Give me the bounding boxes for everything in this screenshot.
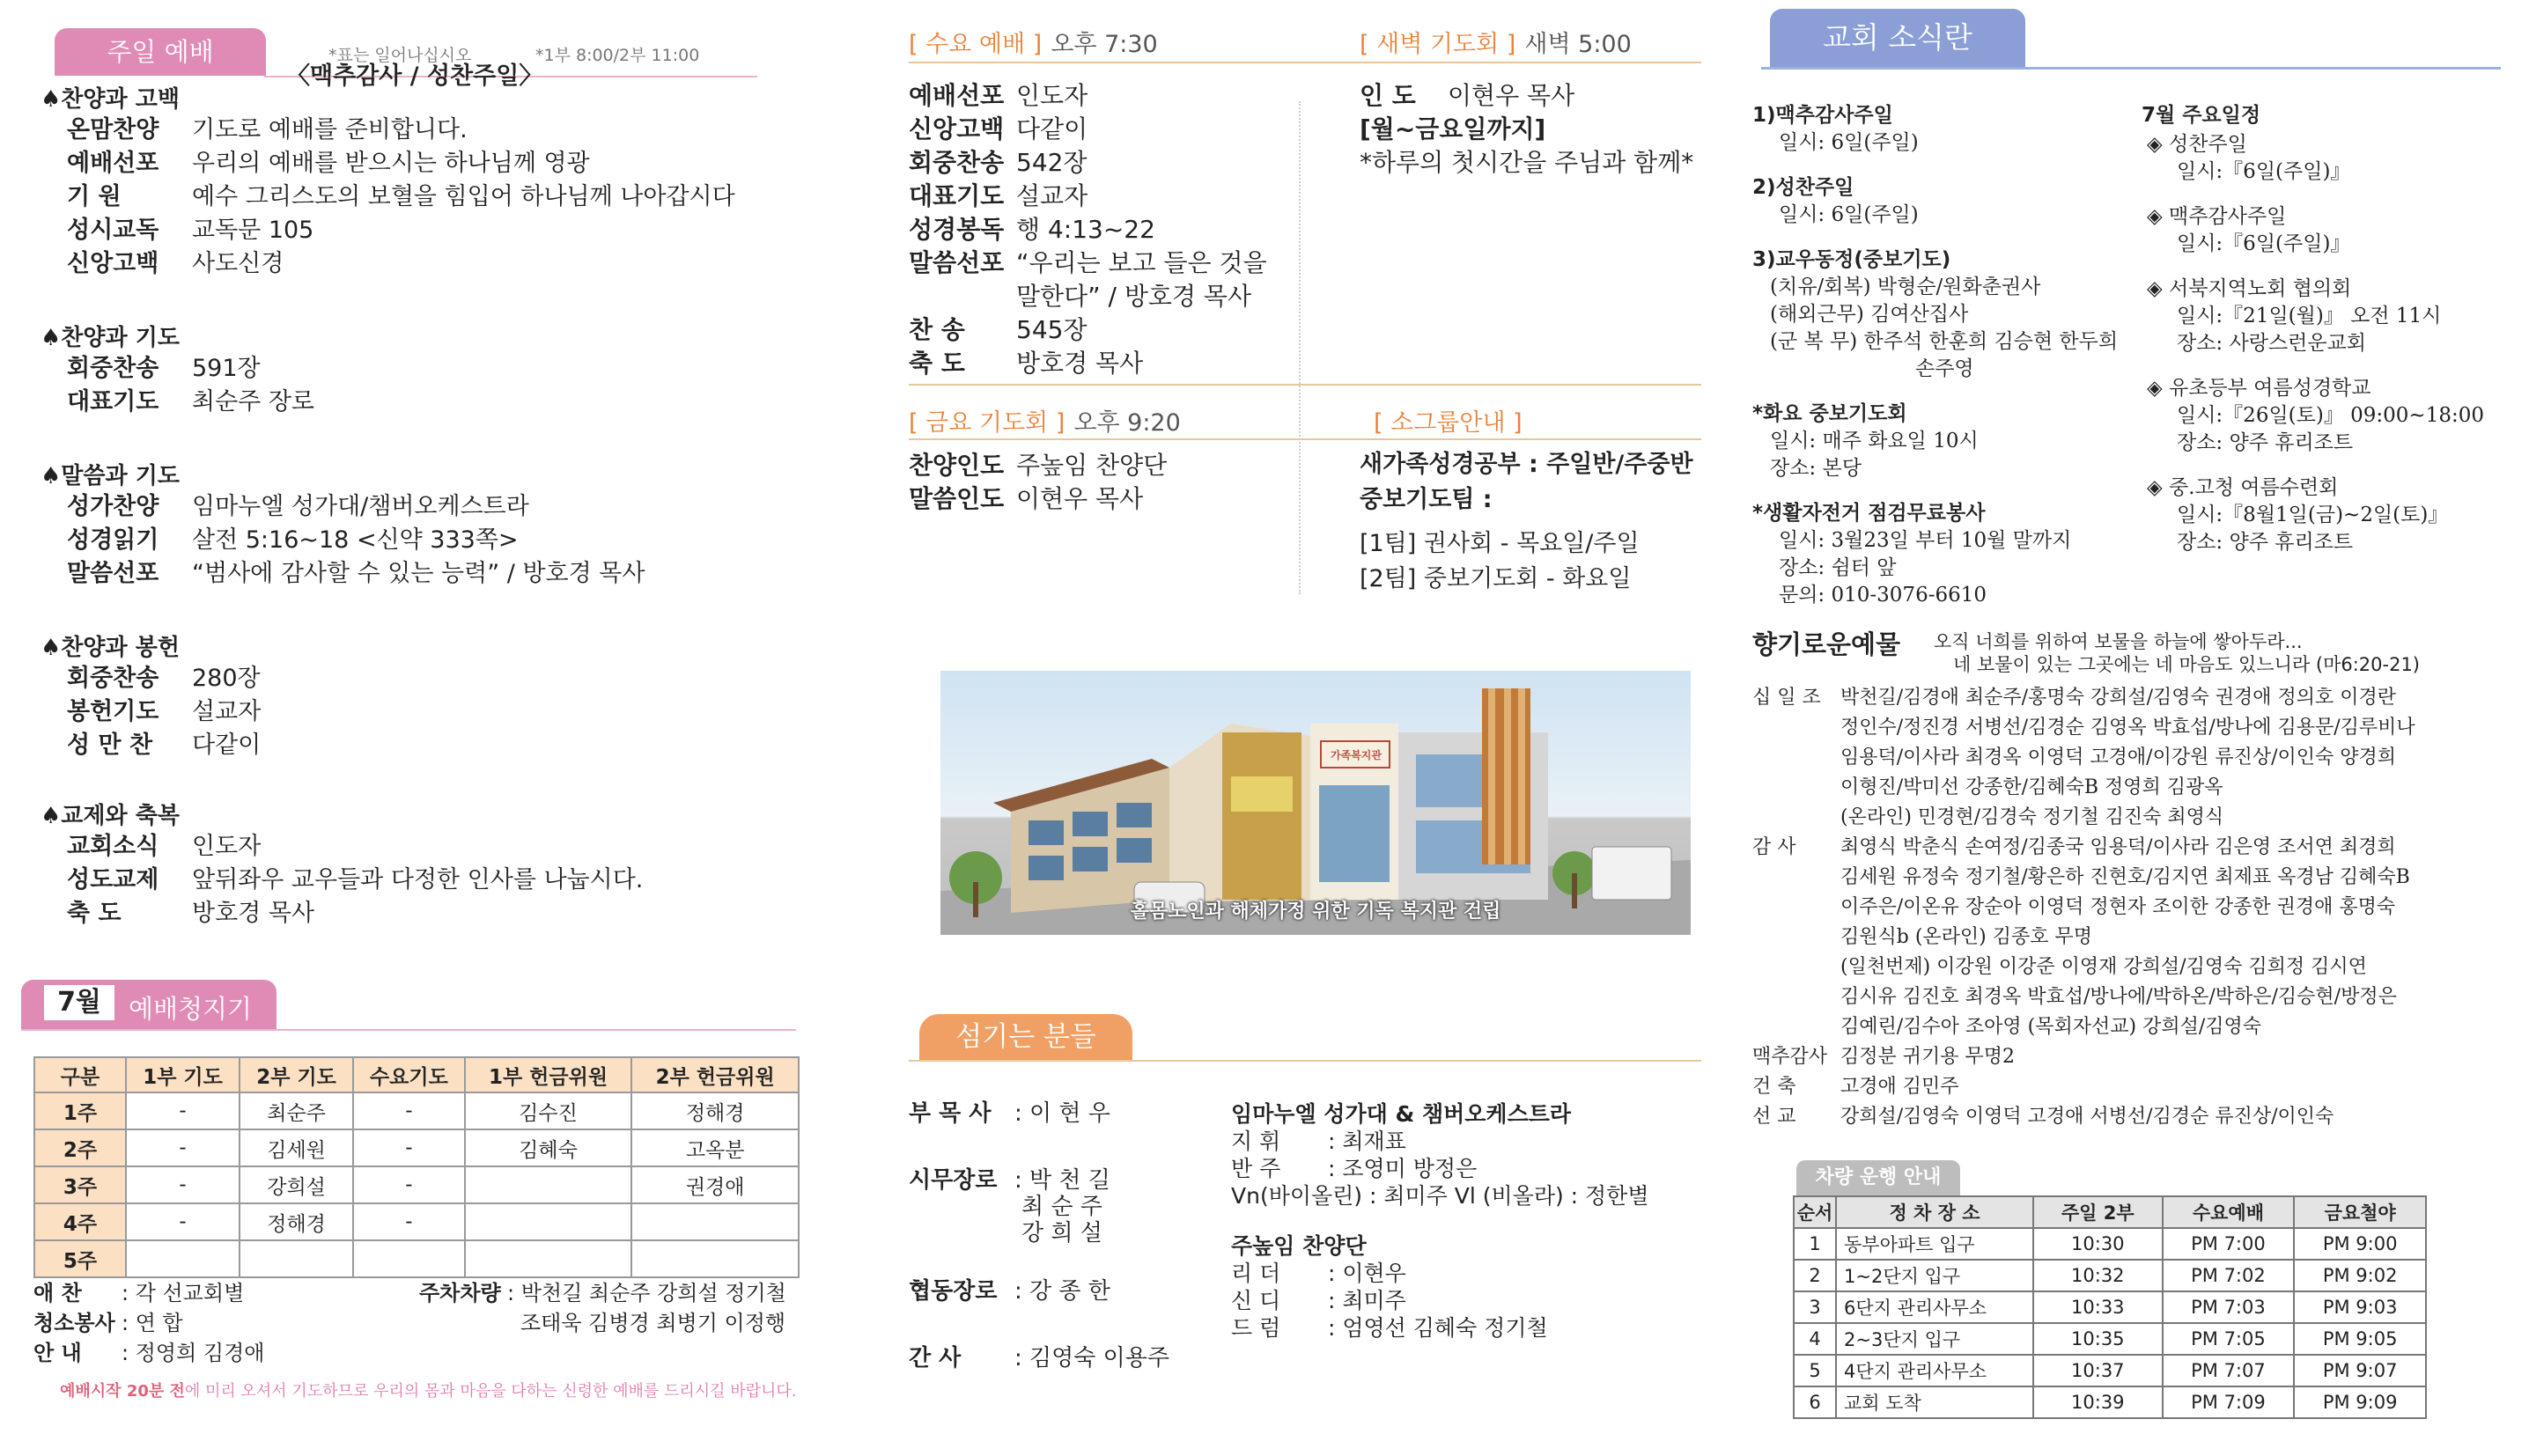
extra-row: 청소봉사 : 연 합: [33, 1311, 183, 1335]
offering-line: 이주은/이온유 장순아 이영덕 정현자 조이한 강종한 권경애 홍명숙: [1840, 896, 2396, 918]
building-caption: 홀몸노인과 해체가정 위한 기독 복지관 건립: [1130, 901, 1501, 923]
table-row: 3 6단지 관리사무소 10:33 PM 7:03 PM 9:03: [1794, 1291, 2426, 1323]
order-row: 대표기도 설교자: [909, 181, 1088, 210]
parking-line: : 박천길 최순주 강희설 정기철: [507, 1281, 786, 1305]
order-row: 말한다” / 방호경 목사: [1016, 282, 1252, 311]
table-row: 4주 - 정해경 -: [34, 1203, 799, 1240]
servant-row: 협동장로 : 강 종 한: [909, 1278, 1110, 1305]
july-title: 7월 주요일정: [2142, 104, 2261, 127]
news-tab: 교회 소식란: [1770, 9, 2025, 67]
news-item: 3)교우동정(중보기도) (치유/회복) 박형순/원화춘권사 (해외근무) 김여산집사 (군 복 무) 한주석 한훈희 김승현 한두희 손주영: [1752, 248, 2119, 380]
july-item: ◈ 성찬주일 일시:『6일(주일)』: [2147, 133, 2351, 183]
dawn-label: [ 새벽 기도회 ] 새벽 5:00: [1360, 31, 1632, 58]
table-header-row: 구분 1부 기도 2부 기도 수요기도 1부 헌금위원 2부 헌금위원: [34, 1057, 799, 1092]
offering-line: 감 사 최영식 박춘식 손여정/김종국 임용덕/이사라 김은영 조서연 최경희: [1752, 836, 2396, 858]
parking: [419, 1278, 786, 1338]
offering-line: 김예린/김수아 조아영 (목회자선교) 강희설/김영숙: [1840, 1016, 2262, 1038]
servant-row: 부 목 사 : 이 현 우: [909, 1100, 1110, 1127]
section-head: ♠찬양과 기도: [41, 325, 180, 351]
servants-tab: 섬기는 분들: [919, 1014, 1132, 1060]
july-schedule: [2142, 102, 2503, 556]
duty-extra: [33, 1278, 264, 1368]
offering-line: 김시유 김진호 최경옥 박효섭/방나에/박하온/박하은/김승현/방정은: [1840, 986, 2397, 1008]
choir-title: 임마누엘 성가대 & 챔버오케스트라: [1231, 1101, 1572, 1127]
servants-rule: [909, 1060, 1701, 1062]
band-title: 주높임 찬양단: [1231, 1233, 1367, 1259]
servant-row: 최 순 주: [1021, 1194, 1102, 1220]
offering-line: 임용덕/이사라 최경옥 이영덕 고경애/이강원 류진상/이인숙 양경희: [1840, 746, 2397, 768]
offering-line: (일천번제) 이강원 이강준 이영재 강희설/김영숙 김희정 김시연: [1840, 956, 2367, 978]
section: [41, 458, 815, 591]
order-row: 성시교독 교독문 105: [67, 217, 314, 244]
order-row: 신앙고백 사도신경: [67, 250, 284, 277]
parking-label: 주차차량: [419, 1281, 501, 1305]
servant-row: 간 사 : 김영숙 이용주: [909, 1345, 1169, 1371]
choir-row: 반 주 : 조영미 방정은: [1231, 1156, 1478, 1181]
order-row: 예배선포 인도자: [909, 81, 1088, 110]
duty-rule: [21, 1029, 796, 1031]
sunday-subtitle: 〈맥추감사 / 성찬주일〉: [286, 63, 543, 90]
order-row: 성가찬양 임마누엘 성가대/챔버오케스트라: [67, 493, 529, 520]
table-row: 1주 - 최순주 - 김수진 정해경: [34, 1092, 799, 1129]
car-table: [1793, 1195, 2427, 1419]
order-row: 예배선포 우리의 예배를 받으시는 하나님께 영광: [67, 150, 590, 177]
servant-row: 시무장로 : 박 천 길: [909, 1167, 1110, 1194]
offering-line: 건 축 고경애 김민주: [1752, 1076, 1959, 1098]
order-row: 말씀선포 “범사에 감사할 수 있는 능력” / 방호경 목사: [67, 560, 645, 587]
building-image: [940, 671, 1691, 935]
building-sign: 가족복지관: [1331, 749, 1382, 761]
order-row: 찬 송 545장: [909, 315, 1088, 344]
table-row: 2 1~2단지 입구 10:32 PM 7:02 PM 9:02: [1794, 1260, 2426, 1291]
order-row: 성도교제 앞뒤좌우 교우들과 다정한 인사를 나눕시다.: [67, 866, 644, 893]
offering-line: 김세원 유정숙 정기철/황은하 진현호/김지연 최제표 옥경남 김혜숙B: [1840, 866, 2410, 888]
section-head: ♠찬양과 봉헌: [41, 635, 180, 661]
news-list: [1752, 102, 2140, 609]
offering-line: 김원식b (온라인) 김종호 무명: [1840, 926, 2093, 948]
section-head: ♠교제와 축복: [41, 803, 180, 829]
car-tab: 차량 운행 안내: [1796, 1160, 1960, 1195]
mid-top-rule: [909, 62, 1701, 63]
order-row: 말씀선포 “우리는 보고 들은 것을: [909, 248, 1267, 277]
wednesday-label: [ 수요 예배 ]: [909, 31, 1043, 58]
july-item: ◈ 유초등부 여름성경학교 일시:『26일(토)』 09:00~18:00 장소: 양주 휴리조트: [2147, 377, 2484, 454]
order-row: 축 도 방호경 목사: [67, 900, 314, 927]
servants-left: [909, 1100, 1169, 1371]
news-rule: [1761, 67, 2501, 70]
smallgroup-line: [1팀] 권사회 - 목요일/주일: [1360, 530, 1640, 557]
offering-list: [1752, 683, 2510, 1132]
order-row: 성경읽기 살전 5:16~18 <신약 333쪽>: [67, 526, 519, 554]
section: [41, 798, 815, 930]
friday-label: [ 금요 기도회 ] 오후 9:20: [909, 409, 1181, 437]
table-row: 2주 - 김세원 - 김혜숙 고옥분: [34, 1129, 799, 1166]
table-header-row: 순서 정 차 장 소 주일 2부 수요예배 금요철야: [1794, 1196, 2426, 1228]
order-row: 축 도 방호경 목사: [909, 349, 1144, 378]
table-row: 1 동부아파트 입구 10:30 PM 7:00 PM 9:00: [1794, 1228, 2426, 1260]
dawn-block: [1360, 79, 1693, 180]
order-row: 회중찬송 591장: [67, 355, 261, 382]
offering-verse: 오직 너희를 위하여 보물을 하늘에 쌓아두라... 네 보물이 있는 그곳에는 네 마음도 있느니라 (마6:20-21): [1934, 631, 2421, 675]
order-row: 성경봉독 행 4:13~22: [909, 215, 1155, 244]
table-row: 4 2~3단지 입구 10:35 PM 7:05 PM 9:05: [1794, 1323, 2426, 1355]
section: [41, 629, 815, 762]
news-item: *화요 중보기도회 일시: 매주 화요일 10시 장소: 본당: [1752, 402, 1979, 480]
section-head: ♠찬양과 고백: [41, 86, 180, 113]
offering-title: 향기로운예물: [1752, 629, 1901, 659]
order-row: 회중찬송 280장: [67, 665, 261, 692]
dawn-leader: 인 도 이현우 목사: [1360, 81, 1575, 110]
table-row: 6 교회 도착 10:39 PM 7:09 PM 9:09: [1794, 1386, 2426, 1418]
wednesday-order: [909, 79, 1323, 380]
mid-rule-3: [909, 438, 1701, 440]
order-row: 신앙고백 다같이: [909, 114, 1088, 143]
order-row: 교회소식 인도자: [67, 833, 262, 860]
news-item: *생활자전거 점검무료봉사 일시: 3월23일 부터 10월 말까지 장소: 쉼터 앞 문의: 010-3076-6610: [1752, 502, 2072, 607]
col-divider: [1299, 101, 1301, 594]
extra-row: 안 내 : 정영희 김경애: [33, 1341, 265, 1365]
friday-order: [909, 449, 1167, 516]
footnote: 예배시작 20분 전에 미리 오셔서 기도하므로 우리의 몸과 마음을 다하는 신령한 예배를 드리시길 바랍니다.: [60, 1382, 797, 1401]
offering-line: 정인수/정진경 서병선/김경순 김영옥 박효섭/방나에 김용문/김루비나: [1840, 717, 2415, 739]
news-item: 2)성찬주일 일시: 6일(주일): [1752, 176, 1919, 226]
parking-line: 조태욱 김병경 최병기 이정행: [520, 1311, 786, 1335]
section: [41, 320, 815, 419]
smallgroup-line: [2팀] 중보기도회 - 화요일: [1360, 565, 1632, 592]
choir-row: 지 휘 : 최재표: [1231, 1129, 1406, 1154]
dawn-motto: *하루의 첫시간을 주님과 함께*: [1360, 148, 1694, 177]
strings-row: Vn(바이올린) : 최미주 Vl (비올라) : 정한별: [1231, 1183, 1649, 1209]
duty-title: 예배청지기: [129, 994, 253, 1024]
table-row: 5주: [34, 1240, 799, 1277]
dawn-days: [월~금요일까지]: [1360, 114, 1546, 143]
duty-month: 7월: [44, 985, 114, 1020]
servant-row: 강 희 설: [1021, 1220, 1102, 1246]
offering-line: (온라인) 민경현/김경숙 정기철 김진숙 최영식: [1840, 806, 2224, 828]
mid-rule-2: [909, 384, 1701, 386]
offering-line: 이형진/박미선 강종한/김혜숙B 정영희 김광옥: [1840, 776, 2223, 798]
smallgroup-line: 새가족성경공부 : 주일반/주중반: [1360, 451, 1693, 478]
order-row: 기 원 예수 그리스도의 보혈을 힘입어 하나님께 나아갑시다: [67, 183, 735, 210]
order-row: 말씀인도 이현우 목사: [909, 484, 1144, 513]
building-drawing: [940, 671, 1691, 935]
service-time-note: *1부 8:00/2부 11:00: [535, 46, 700, 65]
band-row: 신 디 : 최미주: [1231, 1288, 1406, 1313]
sunday-order: [41, 81, 815, 930]
smallgroup-label: [ 소그룹안내 ]: [1374, 409, 1523, 437]
order-row: 봉헌기도 설교자: [67, 698, 262, 725]
order-row: 회중찬송 542장: [909, 148, 1088, 177]
extra-row: 애 찬 : 각 선교회별: [33, 1281, 245, 1305]
order-row: 성 만 찬 다같이: [67, 732, 262, 759]
table-row: 3주 - 강희설 - 권경애: [34, 1166, 799, 1203]
order-row: 찬양인도 주높임 찬양단: [909, 451, 1168, 480]
july-item: ◈ 중.고청 여름수련회 일시:『8월1일(금)~2일(토)』 장소: 양주 휴리조트: [2147, 476, 2449, 554]
offering-line: 십 일 조 박천길/김경애 최순주/홍명숙 강희설/김영숙 권경애 정의호 이경란: [1752, 687, 2397, 709]
duty-table: [33, 1056, 800, 1278]
order-row: 대표기도 최순주 장로: [67, 388, 314, 415]
order-row: 온맘찬양 기도로 예배를 준비합니다.: [67, 116, 468, 143]
smallgroup-block: [1360, 447, 1693, 597]
sunday-worship-tab: 주일 예배: [55, 28, 266, 76]
july-item: ◈ 맥추감사주일 일시:『6일(주일)』: [2147, 205, 2351, 255]
news-item: 1)맥추감사주일 일시: 6일(주일): [1752, 104, 1919, 154]
wednesday-block: [909, 25, 1158, 59]
section-head: ♠말씀과 기도: [41, 463, 180, 489]
smallgroup-line: 중보기도팀 :: [1360, 486, 1493, 513]
july-item: ◈ 서북지역노회 협의회 일시:『21일(월)』 오전 11시 장소: 사랑스런운교회: [2147, 277, 2442, 355]
standing-note: *표는 일어나십시오: [328, 46, 472, 65]
section: [41, 81, 815, 281]
offering-line: 맥추감사 김정분 귀기용 무명2: [1752, 1046, 2015, 1068]
band-row: 리 더 : 이현우: [1231, 1261, 1406, 1286]
offering-line: 선 교 강희설/김영숙 이영덕 고경애 서병선/김경순 류진상/이인숙: [1752, 1106, 2334, 1128]
band-row: 드 럼 : 엄영선 김혜숙 정기철: [1231, 1315, 1548, 1341]
servants-right: [1231, 1100, 1649, 1342]
table-row: 5 4단지 관리사무소 10:37 PM 7:07 PM 9:07: [1794, 1355, 2426, 1386]
wednesday-time: 오후 7:30: [1051, 31, 1158, 58]
